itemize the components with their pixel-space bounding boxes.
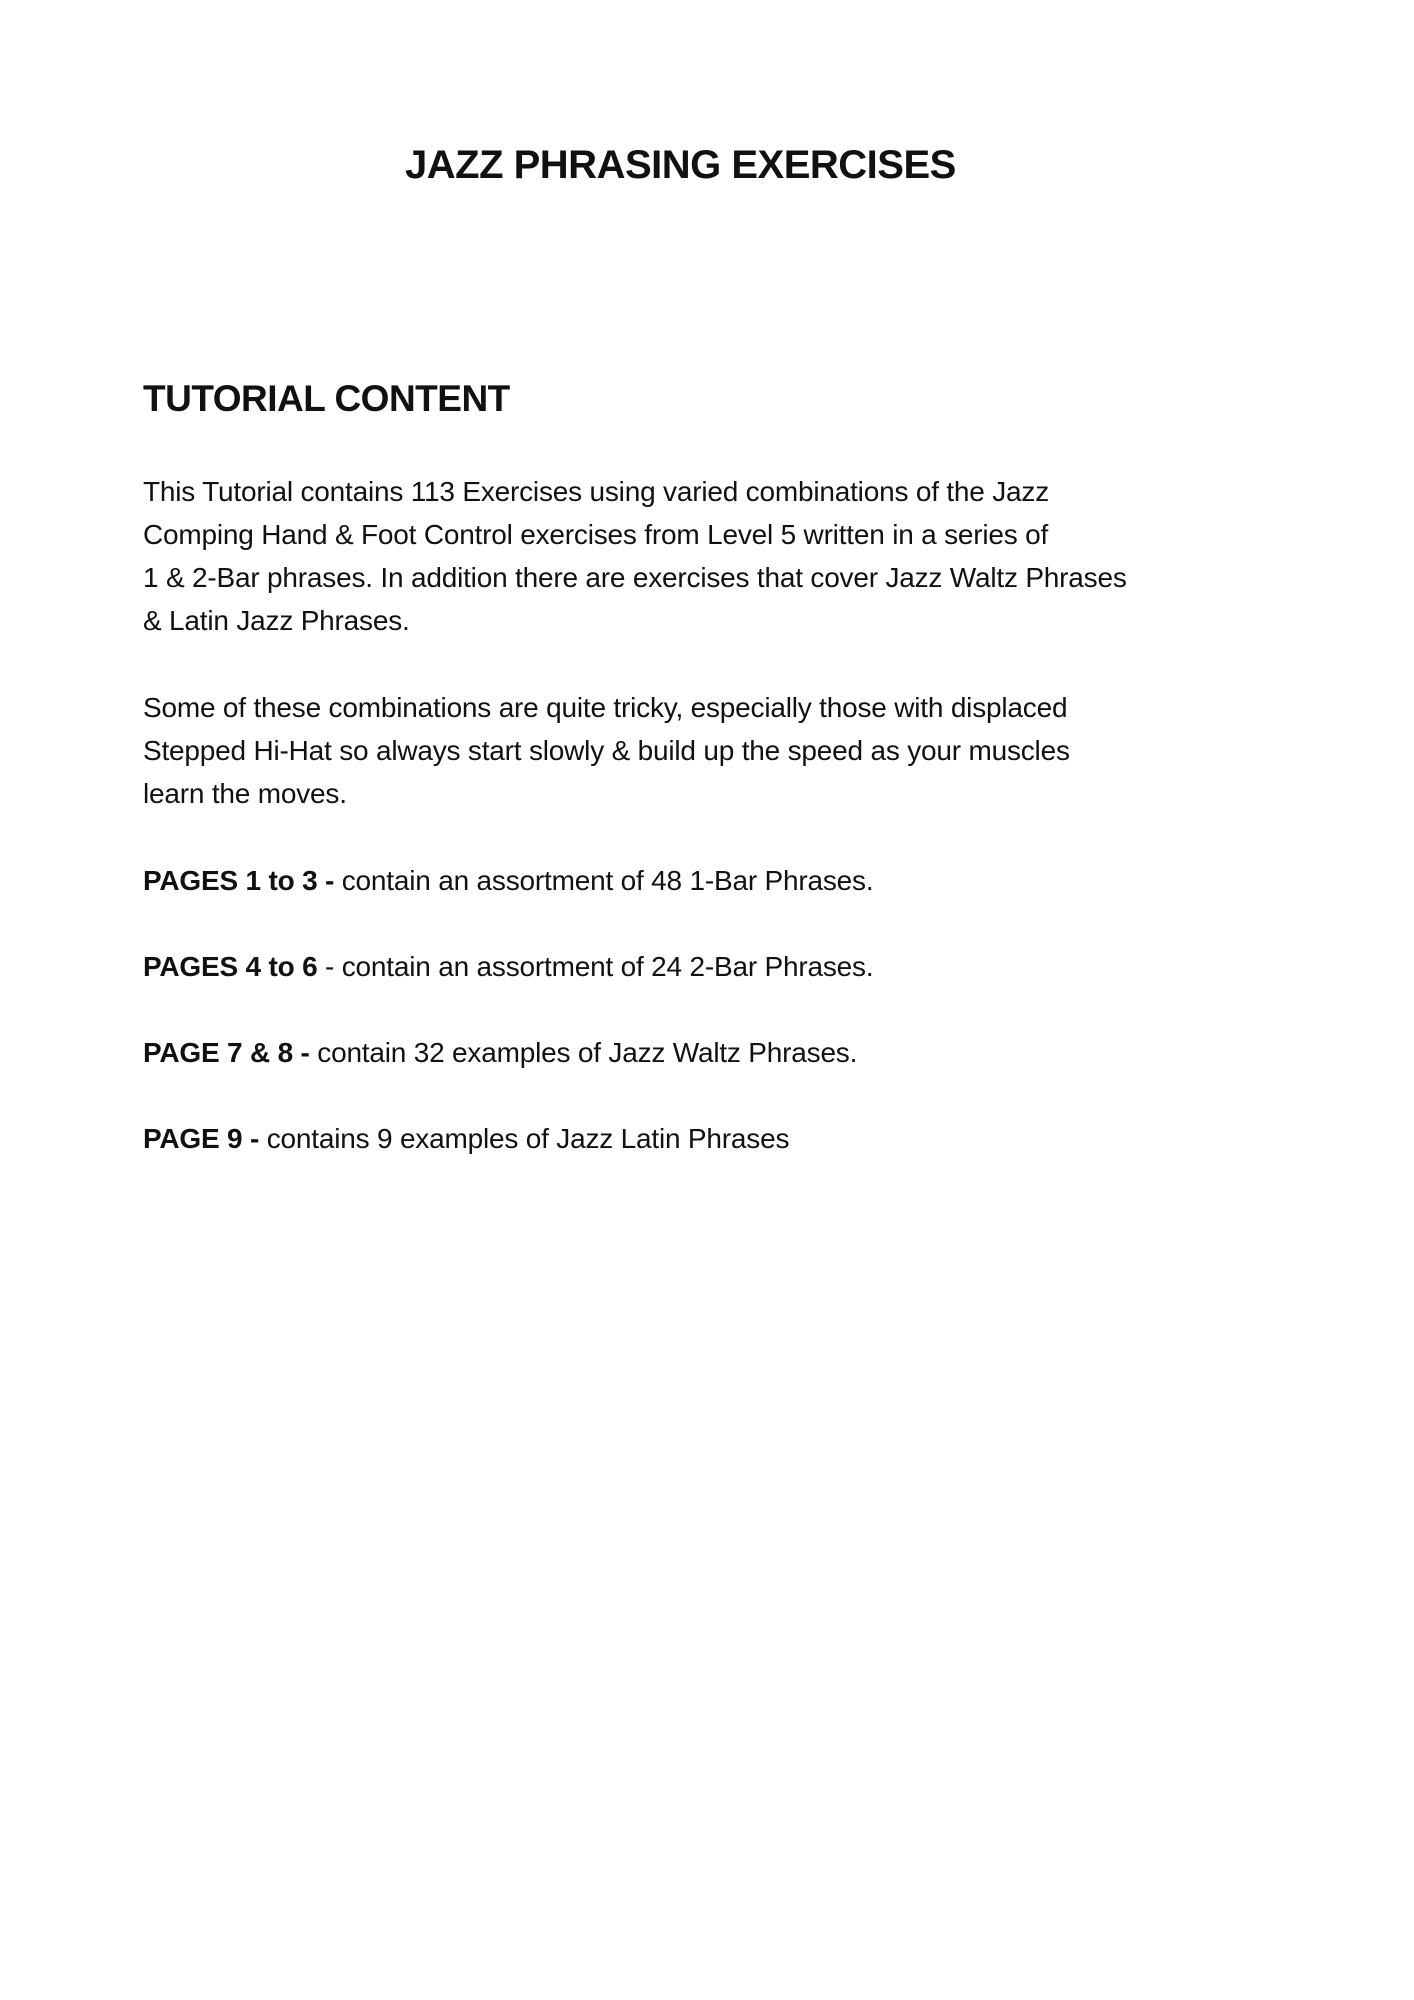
paragraph-line: Stepped Hi-Hat so always start slowly & build up the speed as your muscles <box>143 735 1070 766</box>
paragraph-line: This Tutorial contains 113 Exercises using varied combinations of the Jazz <box>143 476 1050 507</box>
advice-paragraph <box>143 686 1273 815</box>
contents-item-pages-1-3 <box>143 859 873 902</box>
intro-paragraph <box>143 470 1273 642</box>
contents-item-label: PAGES 1 to 3 - <box>143 865 335 896</box>
paragraph-line: Some of these combinations are quite tricky, especially those with displaced <box>143 692 1068 723</box>
contents-item-page-9 <box>143 1117 789 1160</box>
page-title: JAZZ PHRASING EXERCISES <box>405 143 956 187</box>
paragraph-line: learn the moves. <box>143 778 347 809</box>
contents-item-label: PAGE 9 - <box>143 1123 260 1154</box>
contents-item-text: contains 9 examples of Jazz Latin Phrases <box>259 1123 790 1154</box>
paragraph-line: 1 & 2-Bar phrases. In addition there are exercises that cover Jazz Waltz Phrases <box>143 562 1127 593</box>
contents-item-text: contain an assortment of 48 1-Bar Phrases. <box>334 865 874 896</box>
paragraph-line: & Latin Jazz Phrases. <box>143 605 410 636</box>
section-heading-tutorial-content: TUTORIAL CONTENT <box>143 378 510 419</box>
contents-item-label: PAGES 4 to 6 <box>143 951 318 982</box>
contents-item-text: - contain an assortment of 24 2-Bar Phrases. <box>317 951 874 982</box>
paragraph-line: Comping Hand & Foot Control exercises from Level 5 written in a series of <box>143 519 1049 550</box>
contents-item-pages-7-8 <box>143 1031 857 1074</box>
contents-item-text: contain 32 examples of Jazz Waltz Phrases. <box>309 1037 858 1068</box>
contents-item-pages-4-6 <box>143 945 873 988</box>
contents-item-label: PAGE 7 & 8 - <box>143 1037 310 1068</box>
